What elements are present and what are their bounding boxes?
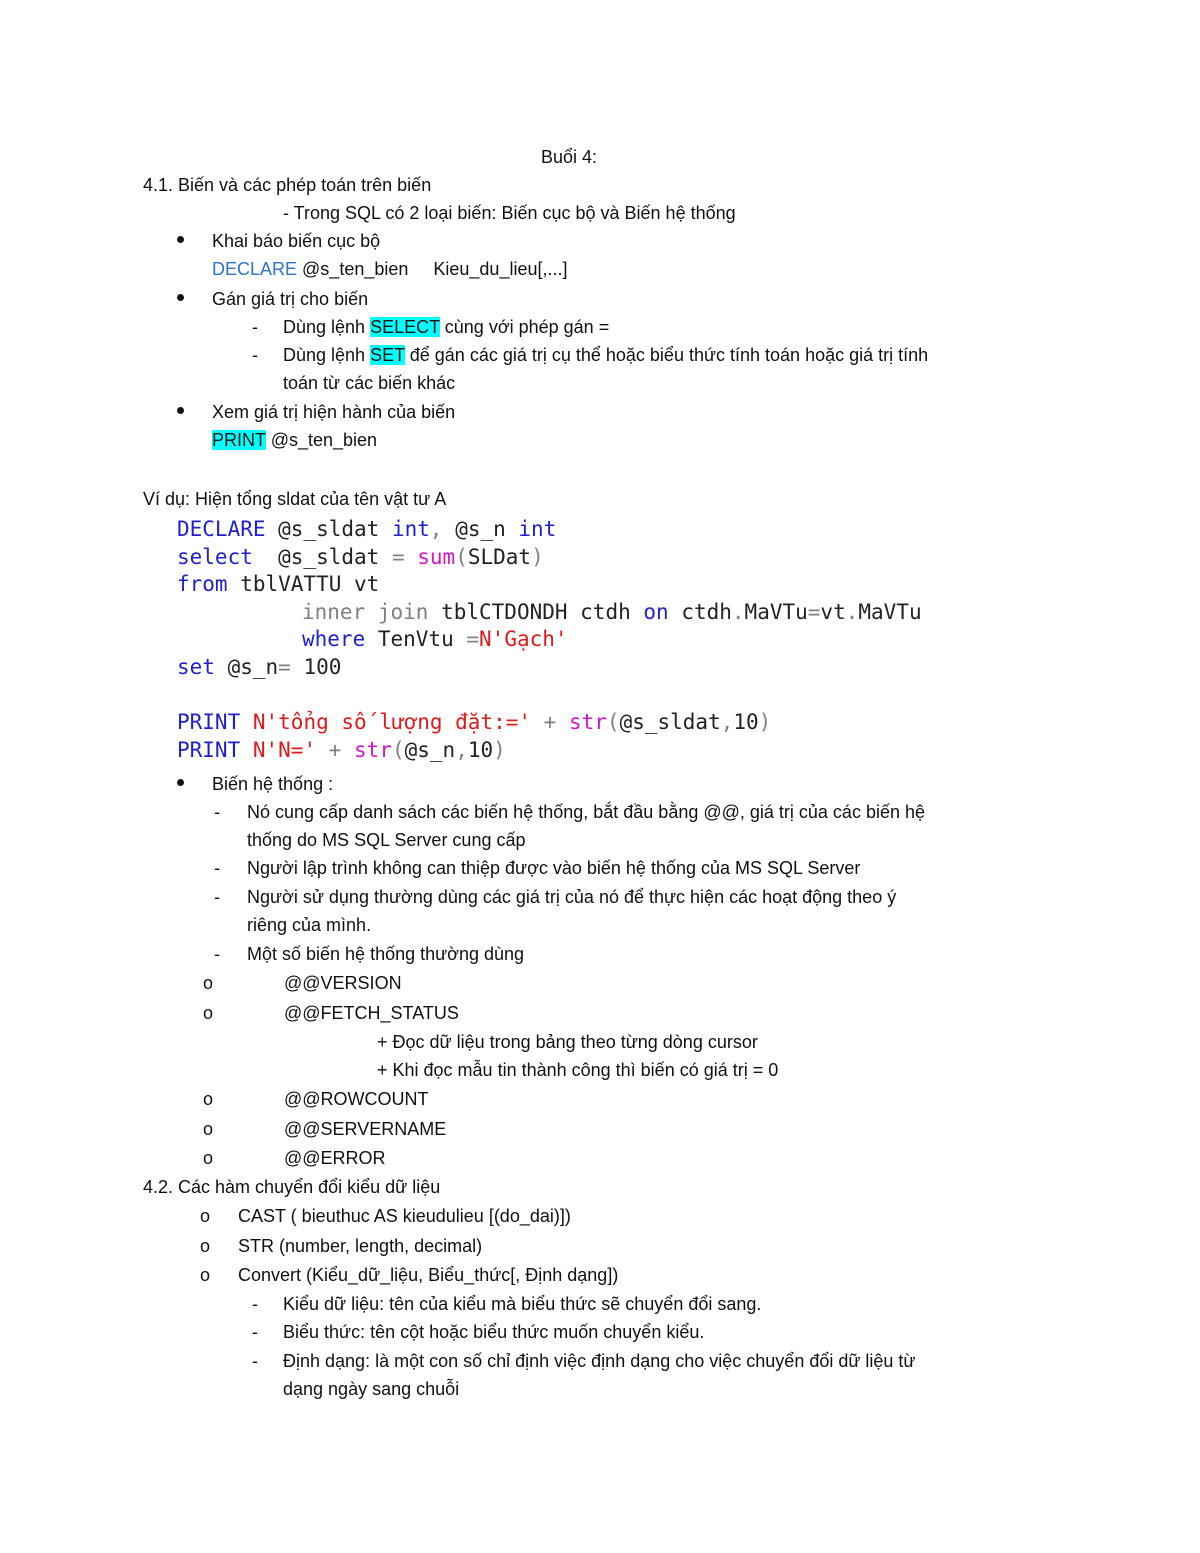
bullet-declare-local: Khai báo biến cục bộ — [212, 231, 381, 251]
code-line-4 — [302, 598, 922, 626]
section-heading-4-2: 4.2. Các hàm chuyển đổi kiểu dữ liệu — [143, 1177, 441, 1197]
dash: - — [252, 1322, 258, 1342]
code-line-6 — [177, 653, 341, 681]
circle-marker: o — [203, 1003, 214, 1023]
op: + — [531, 710, 569, 734]
dash: - — [214, 802, 220, 822]
code-line-3 — [177, 570, 379, 598]
convert-desc-2: Biểu thức: tên cột hoặc biểu thức muốn chuyển kiểu. — [283, 1322, 705, 1342]
sys-desc-3-continuation: riêng của mình. — [247, 915, 372, 935]
str: N'Gạch' — [479, 627, 568, 651]
text: Dùng lệnh — [283, 317, 371, 337]
code-line-7 — [177, 708, 771, 736]
str: N'N=' — [252, 738, 317, 762]
fn: str — [568, 710, 607, 734]
circle-marker: o — [203, 973, 214, 993]
kw: set — [177, 655, 215, 679]
circle-marker: o — [200, 1265, 211, 1285]
kw: int — [391, 517, 430, 541]
tx: tblCTDONDH ctdh — [428, 600, 644, 624]
print-params: @s_ten_bien — [265, 430, 378, 450]
dash: - — [214, 887, 220, 907]
sysvar-version: @@VERSION — [284, 973, 402, 993]
kw: from — [177, 572, 228, 596]
punct: ( — [391, 738, 405, 762]
sys-desc-2: Người lập trình không can thiệp được vào biến hệ thống của MS SQL Server — [247, 858, 861, 878]
tx: @s_n — [214, 655, 279, 679]
fetch-note-2: + Khi đọc mẫu tin thành công thì biến có giá trị = 0 — [377, 1060, 779, 1080]
dash: - — [214, 944, 220, 964]
punct: , — [455, 738, 468, 762]
punct: ) — [531, 545, 544, 569]
page-title: Buổi 4: — [541, 147, 598, 167]
circle-marker: o — [203, 1148, 214, 1168]
punct: ) — [758, 710, 772, 734]
punct: ( — [606, 710, 620, 734]
tx: @s_sldat — [265, 517, 392, 541]
circle-marker: o — [200, 1236, 211, 1256]
kw: DECLARE — [177, 517, 266, 541]
op: = — [278, 655, 291, 679]
tx: MaVTu — [744, 600, 808, 624]
tx — [240, 738, 253, 762]
sys-desc-1-continuation: thống do MS SQL Server cung cấp — [247, 830, 526, 850]
op: + — [316, 738, 355, 762]
code-line-5 — [302, 625, 568, 653]
tx: 10 — [733, 710, 759, 734]
punct: , — [429, 517, 443, 541]
func-cast: CAST ( bieuthuc AS kieudulieu [(do_dai)]) — [238, 1206, 571, 1226]
tx: ctdh — [668, 600, 732, 624]
kw-gray: inner join — [302, 600, 429, 624]
declare-params: @s_ten_bien Kieu_du_lieu[,...] — [297, 259, 568, 279]
dash: - — [214, 858, 220, 878]
func-str: STR (number, length, decimal) — [238, 1236, 483, 1256]
circle-marker: o — [200, 1206, 211, 1226]
code-line-8 — [177, 736, 506, 764]
fn: str — [354, 738, 392, 762]
punct: ) — [493, 738, 506, 762]
tx: TenVtu — [365, 627, 467, 651]
str: N'tổng số lượng đặt:=' — [252, 710, 532, 734]
bullet-system-vars: Biến hệ thống : — [212, 774, 334, 794]
tx: 100 — [290, 655, 342, 679]
circle-marker: o — [203, 1119, 214, 1139]
tx — [405, 545, 418, 569]
kw: PRINT — [177, 710, 241, 734]
convert-desc-3: Định dạng: là một con số chỉ định việc định dạng cho việc chuyển đổi dữ liệu từ — [283, 1351, 916, 1371]
tx: MaVTu — [858, 600, 922, 624]
func-convert: Convert (Kiểu_dữ_liệu, Biểu_thức[, Định dạng]) — [238, 1265, 619, 1285]
print-syntax — [212, 428, 377, 452]
assign-select-line — [283, 315, 609, 339]
bullet-view-value: Xem giá trị hiện hành của biến — [212, 402, 456, 422]
sys-desc-3: Người sử dụng thường dùng các giá trị của nó để thực hiện các hoạt động theo ý — [247, 887, 897, 907]
assign-set-line — [283, 343, 928, 367]
tx: vt — [820, 600, 846, 624]
fetch-note-1: + Đọc dữ liệu trong bảng theo từng dòng cursor — [377, 1032, 758, 1052]
dash: - — [252, 1351, 258, 1371]
tx: SLDat — [467, 545, 532, 569]
tx: @s_sldat — [619, 710, 721, 734]
tx: tblVATTU vt — [227, 572, 380, 596]
sysvar-rowcount: @@ROWCOUNT — [284, 1089, 429, 1109]
example-label: Ví dụ: Hiện tổng sldat của tên vật tư A — [143, 489, 447, 509]
declare-syntax — [212, 257, 567, 281]
punct: , — [720, 710, 734, 734]
sysvar-error: @@ERROR — [284, 1148, 386, 1168]
kw: int — [518, 517, 557, 541]
fn: sum — [417, 545, 456, 569]
kw: where — [302, 627, 366, 651]
bullet-assign: Gán giá trị cho biến — [212, 289, 369, 309]
tx: @s_n — [404, 738, 456, 762]
sysvar-fetch-status: @@FETCH_STATUS — [284, 1003, 459, 1023]
text: cùng với phép gán = — [439, 317, 610, 337]
select-highlight: SELECT — [370, 317, 440, 337]
convert-desc-1: Kiểu dữ liệu: tên của kiểu mà biểu thức sẽ chuyển đổi sang. — [283, 1294, 762, 1314]
tx: 10 — [467, 738, 494, 762]
punct: ( — [455, 545, 468, 569]
bullet-dot — [177, 407, 184, 414]
op: = — [466, 627, 480, 651]
op: = — [807, 600, 821, 624]
kw: on — [643, 600, 669, 624]
kw: select — [177, 545, 253, 569]
code-line-2 — [177, 543, 544, 571]
bullet-dot — [177, 294, 184, 301]
text: để gán các giá trị cụ thể hoặc biểu thức tính toán hoặc giá trị tính — [404, 345, 929, 365]
sys-desc-4: Một số biến hệ thống thường dùng — [247, 944, 525, 964]
bullet-dot — [177, 236, 184, 243]
text: Dùng lệnh — [283, 345, 371, 365]
assign-set-continuation: toán từ các biến khác — [283, 373, 456, 393]
dash: - — [252, 1294, 258, 1314]
dash: - — [252, 345, 258, 365]
tx: @s_sldat — [252, 545, 392, 569]
bullet-dot — [177, 779, 184, 786]
sys-desc-1: Nó cung cấp danh sách các biến hệ thống, bắt đầu bằng @@, giá trị của các biến hệ — [247, 802, 925, 822]
section-heading-4-1: 4.1. Biến và các phép toán trên biến — [143, 175, 432, 195]
code-line-1 — [177, 515, 556, 543]
set-highlight: SET — [370, 345, 405, 365]
punct: . — [845, 600, 859, 624]
kw: PRINT — [177, 738, 241, 762]
intro-line: - Trong SQL có 2 loại biến: Biến cục bộ và Biến hệ thống — [283, 203, 736, 223]
dash: - — [252, 317, 258, 337]
op: = — [391, 545, 405, 569]
sysvar-servername: @@SERVERNAME — [284, 1119, 447, 1139]
punct: . — [731, 600, 745, 624]
declare-keyword: DECLARE — [212, 259, 298, 279]
tx: @s_n — [442, 517, 519, 541]
convert-desc-3-continuation: dạng ngày sang chuỗi — [283, 1379, 460, 1399]
circle-marker: o — [203, 1089, 214, 1109]
print-highlight: PRINT — [212, 430, 266, 450]
tx — [240, 710, 253, 734]
